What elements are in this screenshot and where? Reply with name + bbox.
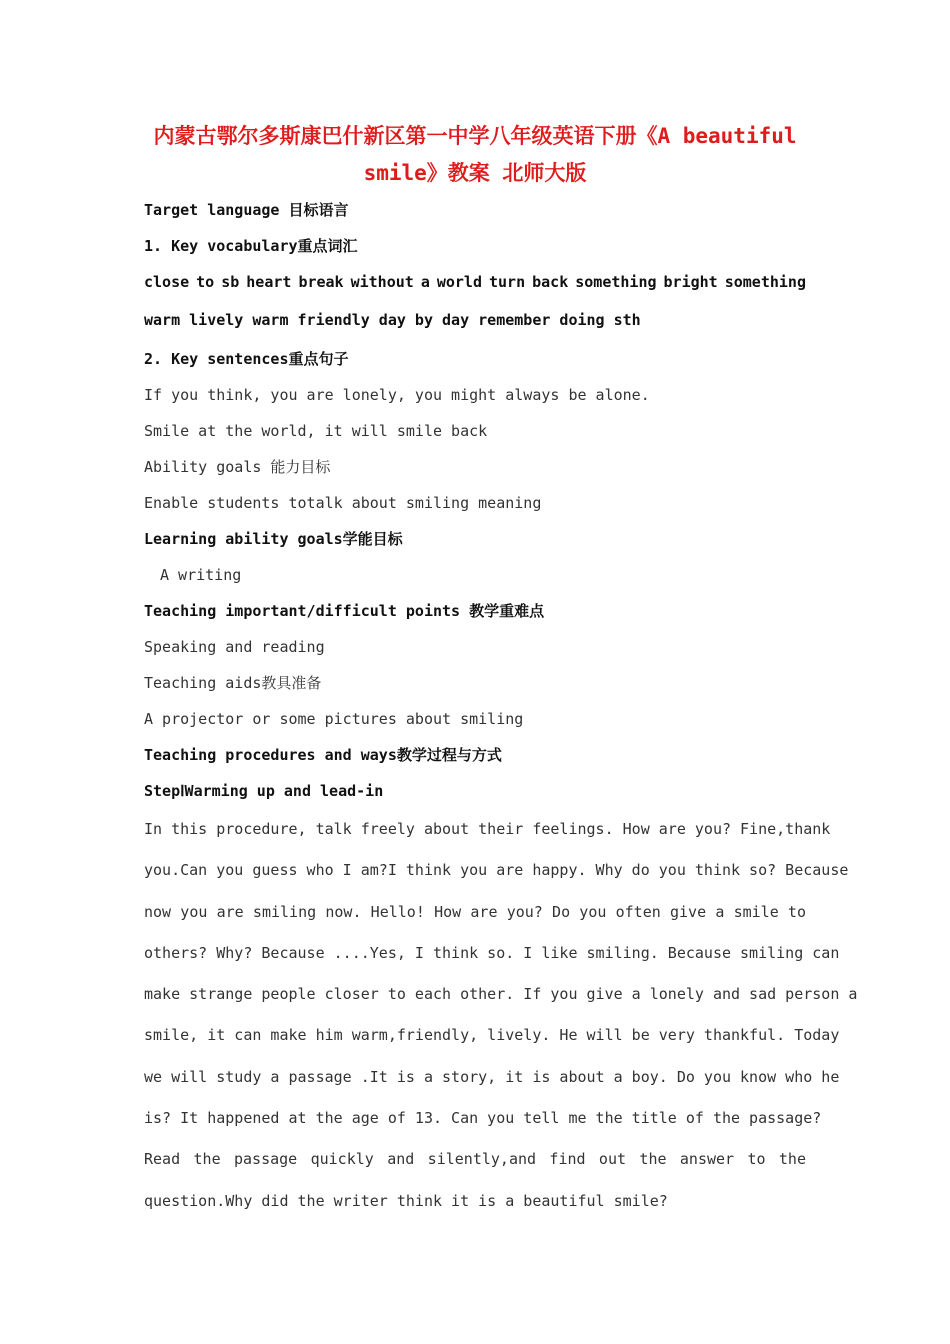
vocab-word: bright (663, 273, 718, 291)
vocab-word: heart (246, 273, 292, 291)
learning-ability-goals-heading: Learning ability goals学能目标 (144, 530, 403, 548)
paragraph-line: question.Why did the writer think it is a beautiful smile? (144, 1191, 668, 1210)
teaching-points-heading: Teaching important/difficult points 教学重难点 (144, 602, 545, 620)
step-1-heading: StepⅠWarming up and lead-in (144, 782, 384, 800)
vocab-word: world (436, 273, 482, 291)
vocab-word: back (532, 273, 569, 291)
key-vocabulary-heading: 1. Key vocabulary重点词汇 (144, 237, 358, 255)
title-line-2: smile》教案 北师大版 (363, 161, 587, 185)
paragraph-line: we will study a passage .It is a story, it is about a boy. Do you know who he (144, 1067, 840, 1086)
teaching-points-text: Speaking and reading (144, 638, 325, 656)
paragraph-line: smile, it can make him warm,friendly, lively. He will be very thankful. Today (144, 1026, 840, 1045)
key-sentence-2: Smile at the world, it will smile back (144, 422, 488, 440)
paragraph-line: is? It happened at the age of 13. Can you tell me the title of the passage? (144, 1109, 822, 1128)
vocab-word: something (724, 273, 806, 291)
ability-goals-text: Enable students totalk about smiling meaning (144, 494, 542, 512)
title-line-1: 内蒙古鄂尔多斯康巴什新区第一中学八年级英语下册《A beautiful (153, 124, 797, 148)
target-language-heading: Target language 目标语言 (144, 201, 349, 219)
warming-up-paragraph (144, 809, 858, 1222)
vocab-word: break (298, 273, 344, 291)
paragraph-line: Read the passage quickly and silently,and find out the answer to the (144, 1150, 806, 1169)
vocabulary-line-1 (144, 264, 806, 300)
paragraph-line: others? Why? Because ....Yes, I think so. I like smiling. Because smiling can (144, 943, 840, 962)
teaching-aids-heading: Teaching aids教具准备 (144, 674, 322, 692)
teaching-procedures-heading: Teaching procedures and ways教学过程与方式 (144, 746, 502, 764)
vocab-word: a (420, 273, 430, 291)
paragraph-line: make strange people closer to each other. If you give a lonely and sad person a (144, 985, 858, 1004)
teaching-aids-text: A projector or some pictures about smiling (144, 710, 524, 728)
vocabulary-line-2: warm lively warm friendly day by day remember doing sth (144, 311, 641, 329)
vocab-word: to (196, 273, 215, 291)
ability-goals-heading: Ability goals 能力目标 (144, 458, 331, 476)
learning-ability-goals-text: A writing (160, 566, 242, 584)
vocab-word: close (144, 273, 190, 291)
key-sentences-heading: 2. Key sentences重点句子 (144, 350, 349, 368)
paragraph-line: In this procedure, talk freely about their feelings. How are you? Fine,thank (144, 820, 831, 838)
vocab-word: without (350, 273, 414, 291)
document-title (138, 118, 812, 192)
vocab-word: sb (221, 273, 240, 291)
document-body (144, 118, 858, 1222)
paragraph-line: now you are smiling now. Hello! How are you? Do you often give a smile to (144, 902, 806, 921)
vocab-word: turn (489, 273, 526, 291)
key-sentence-1: If you think, you are lonely, you might always be alone. (144, 386, 650, 404)
vocab-word: something (575, 273, 657, 291)
paragraph-line: you.Can you guess who I am?I think you are happy. Why do you think so? Because (144, 861, 849, 880)
